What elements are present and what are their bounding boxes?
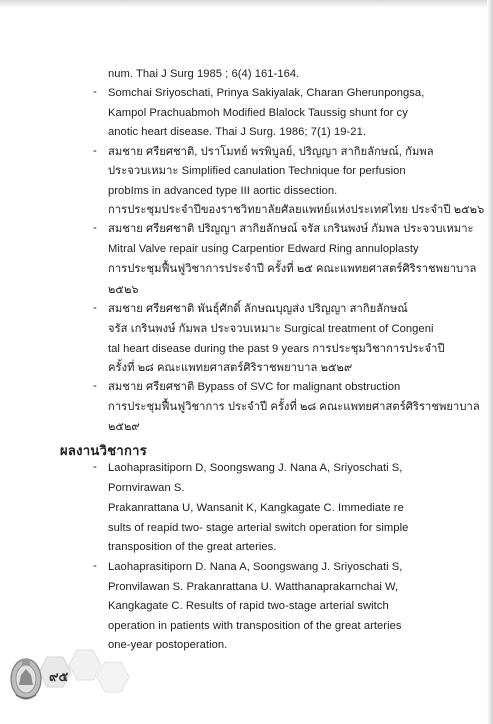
text-line: transposition of the great arteries. (108, 541, 277, 553)
list-bullet: - (93, 86, 97, 98)
text-line: สมชาย ศรียศชาติ ปริญญา สากิยลักษณ์ จรัส เกรินพงษ์ กัมพล ประจวบเหมาะ (108, 223, 474, 235)
text-line: num. Thai J Surg 1985 ; 6(4) 161-164. (108, 68, 300, 80)
text-line: anotic heart disease. Thai J Surg. 1986; 7(1) 19-21. (108, 126, 366, 138)
text-line: ๒๕๒๖ (108, 284, 139, 296)
list-bullet: - (93, 560, 97, 572)
text-line: สมชาย ศรียศชาติ พันธุ์ศักดิ์ ลักษณบุญส่ง ปริญญา สากิยลักษณ์ (108, 303, 408, 315)
text-line: sults of reapid two- stage arterial switch operation for simple (108, 522, 409, 534)
text-line: Pronvilawan S. Prakanrattana U. Watthanaprakarnchai W, (108, 581, 399, 593)
text-line: การประชุมฟื้นฟูวิชาการประจำปี ครั้งที่ ๒๕ คณะแพทยศาสตร์ศิริราชพยาบาล (108, 263, 477, 275)
text-line: ๒๕๒๙ (108, 421, 140, 433)
text-line: one-year postoperation. (108, 639, 228, 651)
list-bullet: - (93, 222, 97, 234)
text-line: Mitral Valve repair using Carpentior Edward Ring annuloplasty (108, 243, 419, 255)
list-bullet: - (93, 145, 97, 157)
text-line: จรัส เกรินพงษ์ กัมพล ประจวบเหมาะ Surgical treatment of Congeni (108, 323, 434, 335)
page-top-shadow (0, 0, 493, 8)
text-line: Kampol Prachuabmoh Modified Blalock Taussig shunt for cy (108, 107, 408, 119)
page-right-shadow (487, 0, 493, 724)
list-bullet: - (93, 380, 97, 392)
text-line: Somchai Sriyoschati, Prinya Sakiyalak, Charan Gherunpongsa, (108, 87, 425, 99)
list-bullet: - (93, 302, 97, 314)
text-line: สมชาย ศรียศชาติ Bypass of SVC for malignant obstruction (108, 381, 401, 393)
text-line: Pornvirawan S. (108, 482, 185, 494)
text-line: ประจวบเหมาะ Simplified canulation Technique for perfusion (108, 165, 406, 177)
page-number: ๙๕ (49, 669, 69, 684)
text-line: สมชาย ศรียศชาติ, ปราโมทย์ พรพิบูลย์, ปริญญา สากิยลักษณ์, กัมพล (108, 146, 434, 158)
text-line: ครั้งที่ ๒๘ คณะแพทยศาสตร์ศิริราชพยาบาล ๒๕๒๙ (108, 362, 353, 374)
hexagon-decoration-3 (96, 660, 130, 694)
text-line: Kangkagate C. Results of rapid two-stage arterial switch (108, 600, 389, 612)
text-line: Prakanrattana U, Wansanit K, Kangkagate C. Immediate re (108, 502, 404, 514)
list-bullet: - (93, 461, 97, 473)
section-heading: ผลงานวิชาการ (60, 443, 147, 458)
university-seal-logo (8, 653, 44, 703)
text-line: Laohaprasitiporn D, Soongswang J. Nana A, Sriyoschati S, (108, 462, 403, 474)
text-line: Laohaprasitiporn D. Nana A, Soongswang J. Sriyoschati S, (108, 561, 403, 573)
text-line: operation in patients with transposition of the great arteries (108, 620, 402, 632)
text-line: tal heart disease during the past 9 years การประชุมวิชาการประจำปี (108, 343, 445, 355)
text-line: การประชุมฟื้นฟูวิชาการ ประจำปี ครั้งที่ ๒๘ คณะแพทยศาสตร์ศิริราชพยาบาล (108, 401, 480, 413)
text-line: การประชุมประจำปีของราชวิทยาลัยศัลยแพทย์แห่งประเทศไทย ประจำปี ๒๕๒๖ (108, 204, 485, 216)
text-line: probIms in advanced type III aortic dissection. (108, 185, 338, 197)
